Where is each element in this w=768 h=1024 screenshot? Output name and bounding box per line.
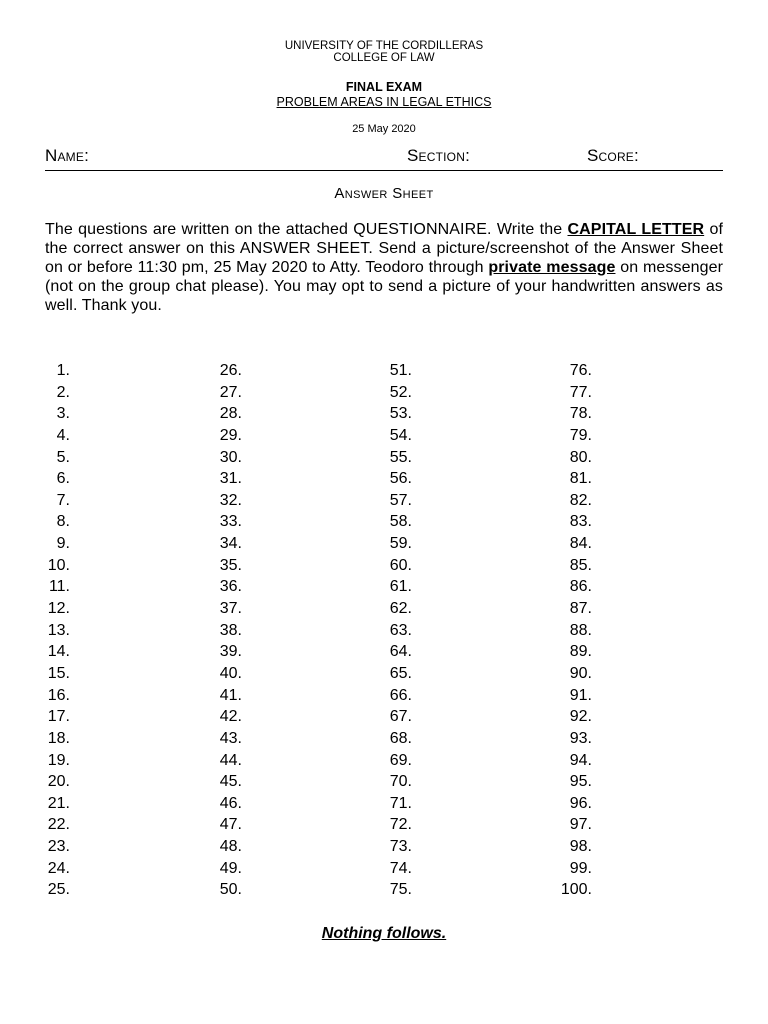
answer-item-number: 4.	[56, 426, 70, 444]
answer-item-number: 10.	[47, 556, 70, 574]
answer-item-number: 29.	[219, 426, 242, 444]
answer-item-number: 57.	[389, 491, 412, 509]
answer-item-number: 64.	[389, 643, 412, 661]
answer-item-number: 99.	[569, 859, 592, 877]
answer-item-number: 40.	[219, 664, 242, 682]
answer-item-number: 98.	[569, 838, 592, 856]
answer-item-number: 41.	[219, 686, 242, 704]
answer-item-number: 43.	[219, 729, 242, 747]
answer-item-number: 77.	[569, 383, 592, 401]
student-info-row	[45, 146, 723, 171]
answer-item-number: 54.	[389, 426, 412, 444]
answer-item-number: 33.	[219, 513, 242, 531]
answer-item-number: 58.	[389, 513, 412, 531]
answer-item-number: 31.	[219, 470, 242, 488]
answer-item-number: 39.	[219, 643, 242, 661]
answer-item-number: 18.	[47, 729, 70, 747]
answer-item-number: 83.	[569, 513, 592, 531]
answer-item-number: 82.	[569, 491, 592, 509]
answer-item-number: 30.	[219, 448, 242, 466]
instructions-paragraph	[45, 220, 723, 315]
instructions-text-2: of the correct answer on this ANSWER SHEET. Send a picture/screenshot of the Answer Sheet on or before 11:30 pm, 25 May 2020 to Atty. Teodoro through	[45, 221, 724, 276]
college-name: COLLEGE OF LAW	[333, 52, 435, 64]
answer-item-number: 52.	[389, 383, 412, 401]
answer-item-number: 92.	[569, 708, 592, 726]
answer-item-number: 56.	[389, 470, 412, 488]
answer-item-number: 50.	[219, 881, 242, 899]
answer-item-number: 1.	[56, 362, 70, 379]
answer-item-number: 95.	[569, 773, 592, 791]
answer-column-4	[546, 360, 592, 901]
answer-column-3	[375, 360, 412, 901]
answer-item-number: 81.	[569, 470, 592, 488]
answer-item-number: 69.	[389, 751, 412, 769]
answer-item-number: 15.	[47, 664, 70, 682]
answer-item-number: 38.	[219, 621, 242, 639]
answer-item-number: 6.	[56, 470, 70, 488]
answer-item-number: 75.	[389, 881, 412, 899]
answer-item-number: 49.	[219, 859, 242, 877]
answer-item-number: 8.	[56, 513, 70, 531]
answer-item-number: 76.	[569, 362, 592, 379]
instructions-emphasis-capital-letter: CAPITAL LETTER	[567, 221, 705, 238]
answer-item-number: 90.	[569, 664, 592, 682]
university-name: UNIVERSITY OF THE CORDILLERAS	[284, 40, 484, 52]
answer-item-number: 60.	[389, 556, 412, 574]
answer-item-number: 22.	[47, 816, 70, 834]
answer-item-number: 11.	[48, 578, 70, 596]
exam-date: 25 May 2020	[352, 123, 416, 135]
answer-item-number: 26.	[219, 362, 242, 379]
answer-sheet-title: Answer Sheet	[334, 185, 434, 202]
answer-item-number: 48.	[219, 838, 242, 856]
answer-item-number: 23.	[47, 838, 70, 856]
answer-column-1	[38, 360, 70, 901]
closing-note: Nothing follows.	[321, 925, 447, 942]
answer-item-number: 24.	[47, 859, 70, 877]
answer-item-number: 85.	[569, 556, 592, 574]
answer-item-number: 59.	[389, 535, 412, 553]
answer-item-number: 55.	[389, 448, 412, 466]
answer-item-number: 61.	[389, 578, 412, 596]
answer-item-number: 13.	[47, 621, 70, 639]
answer-item-number: 89.	[569, 643, 592, 661]
answer-item-number: 62.	[389, 600, 412, 618]
answer-item-number: 53.	[389, 405, 412, 423]
answer-item-number: 68.	[389, 729, 412, 747]
answer-item-number: 78.	[569, 405, 592, 423]
answer-item-number: 67.	[389, 708, 412, 726]
answer-item-number: 21.	[47, 794, 70, 812]
answer-item-number: 100.	[560, 881, 592, 899]
answer-item-number: 74.	[389, 859, 412, 877]
answer-item-number: 25.	[47, 881, 70, 899]
answer-item-number: 73.	[389, 838, 412, 856]
answer-item-number: 79.	[569, 426, 592, 444]
answer-item-number: 72.	[389, 816, 412, 834]
answer-item-number: 14.	[47, 643, 70, 661]
exam-subject: PROBLEM AREAS IN LEGAL ETHICS	[276, 95, 492, 109]
answer-item-number: 3.	[56, 405, 70, 423]
answer-item-number: 47.	[219, 816, 242, 834]
score-field-label: Score:	[587, 146, 639, 165]
answer-item-number: 70.	[389, 773, 412, 791]
answer-item-number: 35.	[219, 556, 242, 574]
answer-item-number: 32.	[219, 491, 242, 509]
answer-item-number: 2.	[56, 383, 70, 401]
answer-item-number: 94.	[569, 751, 592, 769]
section-field-label: Section:	[407, 146, 470, 165]
answer-item-number: 44.	[219, 751, 242, 769]
instructions-text-1: The questions are written on the attached QUESTIONNAIRE. Write the	[45, 221, 568, 238]
answer-item-number: 91.	[569, 686, 592, 704]
answer-item-number: 84.	[569, 535, 592, 553]
answer-item-number: 7.	[56, 491, 70, 509]
answer-item-number: 45.	[219, 773, 242, 791]
answer-item-number: 5.	[56, 448, 70, 466]
answer-item-number: 28.	[219, 405, 242, 423]
answer-item-number: 87.	[569, 600, 592, 618]
answer-item-number: 93.	[569, 729, 592, 747]
answer-item-number: 63.	[389, 621, 412, 639]
answer-item-number: 88.	[569, 621, 592, 639]
answer-item-number: 16.	[47, 686, 70, 704]
answer-item-number: 51.	[389, 362, 412, 379]
instructions-text-3: on messenger (not on the group chat please). You may opt to send a picture of your handwritten answers as well. Thank you.	[45, 259, 724, 314]
answer-item-number: 71.	[389, 794, 412, 812]
answer-item-number: 27.	[219, 383, 242, 401]
answer-column-2	[205, 360, 242, 901]
answer-item-number: 66.	[389, 686, 412, 704]
answer-item-number: 36.	[219, 578, 242, 596]
answer-item-number: 97.	[569, 816, 592, 834]
answer-item-number: 80.	[569, 448, 592, 466]
answer-item-number: 65.	[389, 664, 412, 682]
answer-item-number: 46.	[219, 794, 242, 812]
instructions-emphasis-private-message: private message	[488, 259, 616, 276]
answer-item-number: 20.	[47, 773, 70, 791]
answer-item-number: 17.	[47, 708, 70, 726]
answer-item-number: 12.	[47, 600, 70, 618]
answer-item-number: 34.	[219, 535, 242, 553]
answer-item-number: 96.	[569, 794, 592, 812]
answer-item-number: 86.	[569, 578, 592, 596]
answer-item-number: 37.	[219, 600, 242, 618]
answer-item-number: 42.	[219, 708, 242, 726]
answer-item-number: 19.	[47, 751, 70, 769]
answer-item-number: 9.	[56, 535, 70, 553]
exam-type: FINAL EXAM	[345, 80, 423, 94]
name-field-label: Name:	[45, 146, 90, 165]
